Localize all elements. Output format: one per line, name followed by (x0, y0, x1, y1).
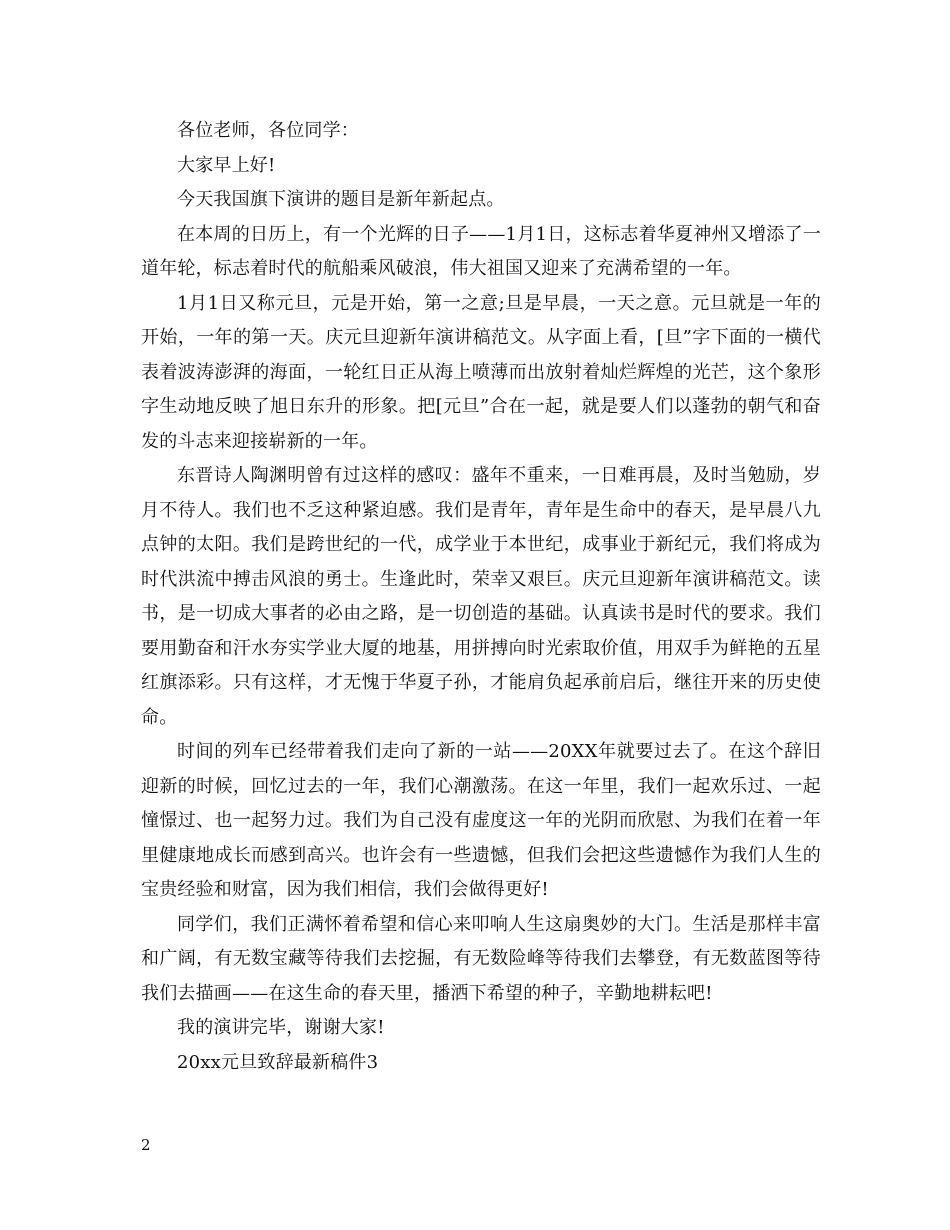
next-section-title: 20xx元旦致辞最新稿件3 (177, 1051, 379, 1073)
body-paragraph: 东晋诗人陶渊明曾有过这样的感叹：盛年不重来，一日难再晨，及时当勉励，岁月不待人。我们也不乏这种紧迫感。我们是青年，青年是生命中的春天，是早晨八九点钟的太阳。我们是跨世纪的一代，成学业于本世纪，成事业于新纪元，我们将成为时代洪流中搏击风浪的勇士。生逢此时，荣幸又艰巨。庆元旦迎新年演讲稿范文。读书，是一切成大事者的必由之路，是一切创造的基础。认真读书是时代的要求。我们要用勤奋和汗水夯实学业大厦的地基，用拼搏向时光索取价值，用双手为鲜艳的五星红旗添彩。只有这样，才无愧于华夏子孙，才能肩负起承前启后，继往开来的历史使命。 (141, 465, 821, 728)
greeting: 大家早上好! (177, 154, 276, 176)
body-paragraph: 1月1日又称元旦，元是开始，第一之意;旦是早晨，一天之意。元旦就是一年的开始，一年的第一天。庆元旦迎新年演讲稿范文。从字面上看，[旦”字下面的一横代表着波涛澎湃的海面，一轮红日正从海上喷薄而出放射着灿烂辉煌的光芒，这个象形字生动地反映了旭日东升的形象。把[元旦”合在一起，就是要人们以蓬勃的朝气和奋发的斗志来迎接崭新的一年。 (141, 292, 821, 452)
document-body (141, 114, 821, 1080)
topic-paragraph: 今天我国旗下演讲的题目是新年新起点。 (177, 189, 505, 210)
body-paragraph: 在本周的日历上，有一个光辉的日子——1月1日，这标志着华夏神州又增添了一道年轮，标志着时代的航船乘风破浪，伟大祖国又迎来了充满希望的一年。 (141, 223, 821, 279)
closing-paragraph: 我的演讲完毕，谢谢大家! (177, 1017, 385, 1038)
salutation: 各位老师，各位同学： (177, 120, 359, 141)
body-paragraph: 时间的列车已经带着我们走向了新的一站——20XX年就要过去了。在这个辞旧迎新的时候，回忆过去的一年，我们心潮激荡。在这一年里，我们一起欢乐过、一起憧憬过、也一起努力过。我们为自己没有虚度这一年的光阴而欣慰、为我们在着一年里健康地成长而感到高兴。也许会有一些遗憾，但我们会把这些遗憾作为我们人生的宝贵经验和财富，因为我们相信，我们会做得更好! (141, 741, 821, 900)
body-paragraph: 同学们，我们正满怀着希望和信心来叩响人生这扇奥妙的大门。生活是那样丰富和广阔，有无数宝藏等待我们去挖掘，有无数险峰等待我们去攀登，有无数蓝图等待我们去描画——在这生命的春天里，播洒下希望的种子，辛勤地耕耘吧! (141, 913, 821, 1004)
page-number: 2 (141, 1136, 151, 1154)
